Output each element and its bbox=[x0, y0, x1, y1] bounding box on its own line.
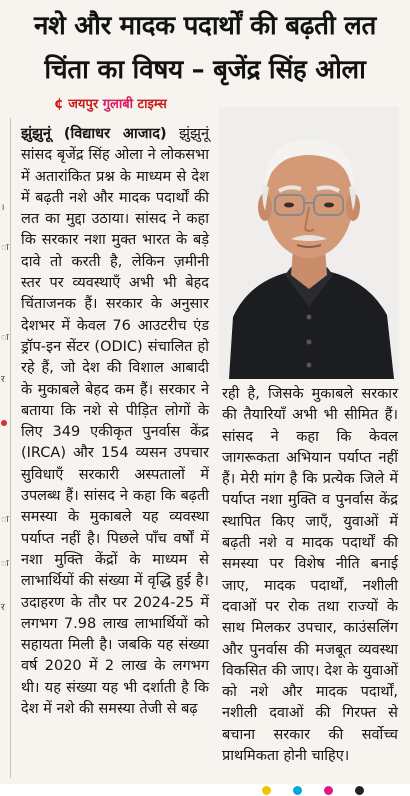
registration-mark-magenta bbox=[324, 786, 333, 795]
article-text-col2: रही है, जिसके मुकाबले सरकार की तैयारियाँ अभी भी सीमित हैं। सांसद ने कहा कि केवल जागरूकता अभियान पर्याप्त नहीं हैं। मेरी मांग है कि प्रत्येक जिले में पर्याप्त नशा मुक्ति व पुनर्वास केंद्र स्थापित किए जाएँ, युवाओं में बढ़ती नशे व मादक पदार्थों की समस्या पर विशेष नीति बनाई जाए, मादक पदार्थों, नशीली दवाओं पर रोक तथा राज्यों के साथ मिलकर उपचार, काउंसलिंग और पुनर्वास की मजबूत व्यवस्था विकसित की जाए। देश के युवाओं को नशे और मादक पदार्थों, नशीली दवाओं की गिरफ्त से बचाना सरकार की सर्वोच्च प्राथमिकता होनी चाहिए। bbox=[222, 386, 398, 765]
print-bottom-strip bbox=[0, 784, 410, 796]
article-byline: झुंझुनूं (विद्याधर आजाद) bbox=[21, 126, 167, 142]
article-text-col1: झुंझुनूं सांसद बृजेंद्र सिंह ओला ने लोकसभा में अतारांकित प्रश्न के माध्यम से देश में बढ़ती नशे और मादक पदार्थों की लत का मुद्दा उठाया। सांसद ने कहा कि सरकार नशा मुक्त भारत के बड़े दावे तो करती है, लेकिन ज़मीनी स्तर पर व्यवस्थाएँ अभी भी बेहद चिंताजनक हैं। सरकार के अनुसार देशभर में केवल 76 आउटरीच एंड ड्रॉप-इन सेंटर (ODIC) संचालित हो रहे हैं, जो देश की विशाल आबादी के मुकाबले बेहद कम हैं। सरकार ने बताया कि नशे से पीड़ित लोगों के लिए 349 एकीकृत पुनर्वास केंद्र (IRCA) और 154 व्यसन उपचार सुविधाएँ सरकारी अस्पतालों में उपलब्ध हैं। सांसद ने कहा कि बढ़ती समस्या के मुकाबले यह व्यवस्था पर्याप्त नहीं है। पिछले पाँच वर्षों में नशा मुक्ति केंद्रों के माध्यम से लाभार्थियों की संख्या में वृद्धि हुई है। उदाहरण के तौर पर 2024-25 में लगभग 7.98 लाख लाभार्थियों को सहायता मिली है। जबकि यह संख्या वर्ष 2020 में 2 लाख के लगभग थी। यह संख्या यह भी दर्शाती है कि देश में नशे की समस्या तेजी से बढ़ bbox=[21, 126, 209, 718]
edge-text-mark: ा bbox=[1, 515, 9, 525]
edge-text-mark: र bbox=[1, 375, 5, 385]
source-city: जयपुर bbox=[68, 97, 99, 112]
source-gulabi: गुलाबी bbox=[102, 97, 133, 112]
headline-line-1: नशे और मादक पदार्थों की बढ़ती लत bbox=[34, 11, 376, 41]
edge-text-mark: ा bbox=[1, 559, 9, 569]
registration-mark-yellow bbox=[262, 786, 271, 795]
edge-text-mark: र bbox=[1, 603, 5, 613]
edge-bullet-icon bbox=[1, 420, 7, 426]
portrait-photo bbox=[219, 107, 399, 379]
registration-mark-black bbox=[355, 786, 364, 795]
adjacent-article-edge bbox=[0, 118, 11, 778]
article-column-1 bbox=[21, 124, 209, 720]
registration-mark-cyan bbox=[293, 786, 302, 795]
portrait-illustration bbox=[219, 107, 399, 379]
edge-text-mark: ा bbox=[1, 243, 9, 253]
masthead-logo-icon: ¢ bbox=[54, 96, 64, 112]
headline-line-2: चिंता का विषय – बृजेंद्र सिंह ओला bbox=[44, 55, 366, 85]
source-times: टाइम्स bbox=[137, 97, 167, 112]
source-masthead bbox=[54, 94, 167, 112]
edge-text-mark: । bbox=[1, 203, 5, 213]
article-column-2 bbox=[222, 384, 398, 767]
edge-text-mark: ा bbox=[1, 333, 9, 343]
